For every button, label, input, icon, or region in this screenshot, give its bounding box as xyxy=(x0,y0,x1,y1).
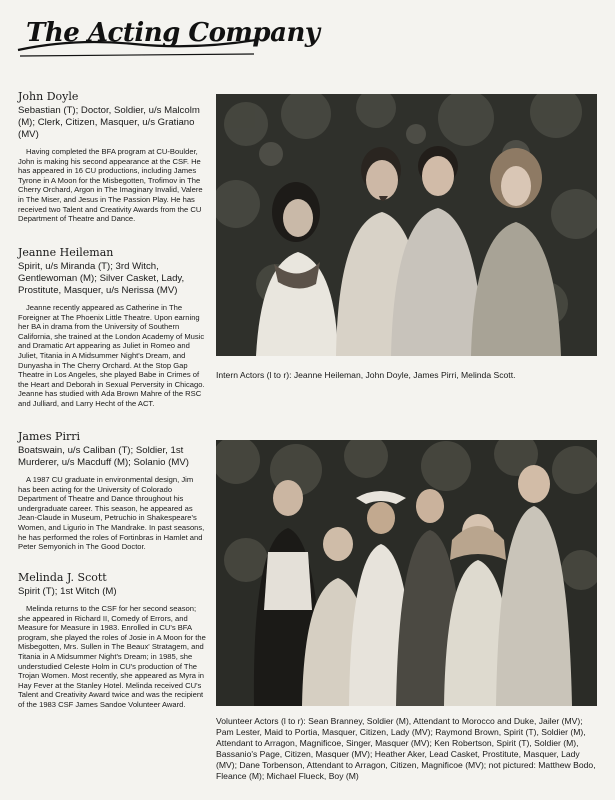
volunteer-photo-caption: Volunteer Actors (l to r): Sean Branney, Soldier (M), Attendant to Morocco and Duke, Jailer (MV); Pam Lester, Maid to Portia, Masquer, Citizen, Lady (MV); Raymond Brown, Spirit (T), Soldier (M), Attendant to Arragon, Magnificoe, Singer, Masquer (MV); Ken Robertson, Spirit (T), Soldier (M), Bassanio's Page, Citizen, Masquer (MV); Heather Aker, Lead Casket, Prostitute, Masquer, Lady (MV); Dane Torbenson, Attendant to Arragon, Citizen, Magnificoe (MV); not pictured: Matthew Bodo, Fleance (M); Michael Flueck, Boy (M) xyxy=(216,716,596,781)
bio-roles: Boatswain, u/s Caliban (T); Soldier, 1st Murderer, u/s Macduff (M); Solanio (MV) xyxy=(18,445,189,468)
bio-text: Having completed the BFA program at CU-Boulder, John is making his second appearance at the CSF. He has appeared in 16 CU productions, including James Tyrone in A Moon for the Misbegotten, Trofimov in The Cherry Orchard, Argon in The Imaginary Invalid, Valere in The Miser, and Jesus in The Passion Play. He has received two Talent and Creativity Awards from the CU Department of Theatre and Dance. xyxy=(18,147,203,224)
bio-roles: Spirit, u/s Miranda (T); 3rd Witch, Gentlewoman (M); Silver Casket, Lady, Prostitute, Masquer, u/s Nerissa (MV) xyxy=(18,261,185,296)
bio-john-doyle xyxy=(18,90,206,224)
intern-actors-photo xyxy=(216,94,597,356)
page-title: The Acting Company xyxy=(26,18,320,48)
bio-text: A 1987 CU graduate in environmental design, Jim has been acting for the University of Colorado Department of Theatre and Dance throughout his undergraduate career. This season, he appeared as Jean-Claude in Museum, Petruchio in Shakespeare's Women, and Ligurio in The Mandrake. In past seasons, he has performed the roles of Fortinbras in Hamlet and Peter Semyonich in The Good Doctor. xyxy=(18,475,205,552)
bio-jeanne-heileman xyxy=(18,246,206,409)
volunteer-actors-photo xyxy=(216,440,597,706)
bio-name: Jeanne Heileman xyxy=(18,246,114,259)
bio-text: Melinda returns to the CSF for her second season; she appeared in Richard II, Comedy of Errors, and Measure for Measure in 1983. Enrolled in CU's BFA program, she played the roles of Josie in A Moon for the Misbegotten, Mrs. Sullen in The Beaux' Stratagem, and Titania in A Midsummer Night's Dream; in 1985, she understudied Celeste Holm in CU's production of The Trojan Women. Most recently, she appeared as Myra in Hay Fever at the Stanley Hotel. Melinda received CU's Talent and Creativity Award twice and was the recipient of the 1983 CSF James Sandoe Volunteer Award. xyxy=(18,604,206,709)
bio-roles: Spirit (T); 1st Witch (M) xyxy=(18,586,117,597)
bio-text: Jeanne recently appeared as Catherine in The Foreigner at The Phoenix Little Theatre. Upon earning her BA in drama from the University of Southern California, she trained at the London Academy of Music and Dramatic Art appearing as Juliet in Romeo and Juliet, Titania in A Midsummer Night's Dream, and Dunyasha in The Cherry Orchard. At the Stop Gap Theatre in Los Angeles, she played Babe in Crimes of the Heart and Deborah in Sexual Perversity in Chicago. Jeanne has studied with Ada Brown Mahre of the RSC and Julliard, and Larry Hecht of the ACT. xyxy=(18,303,205,408)
bio-name: Melinda J. Scott xyxy=(18,571,107,584)
bio-name: John Doyle xyxy=(18,90,79,103)
bio-james-pirri xyxy=(18,430,206,552)
bio-name: James Pirri xyxy=(18,430,81,443)
bio-melinda-scott xyxy=(18,571,206,710)
bio-roles: Sebastian (T); Doctor, Soldier, u/s Malcolm (M); Clerk, Citizen, Masquer, u/s Gratiano (MV) xyxy=(18,105,200,140)
intern-photo-caption: Intern Actors (l to r): Jeanne Heileman, John Doyle, James Pirri, Melinda Scott. xyxy=(216,370,516,380)
